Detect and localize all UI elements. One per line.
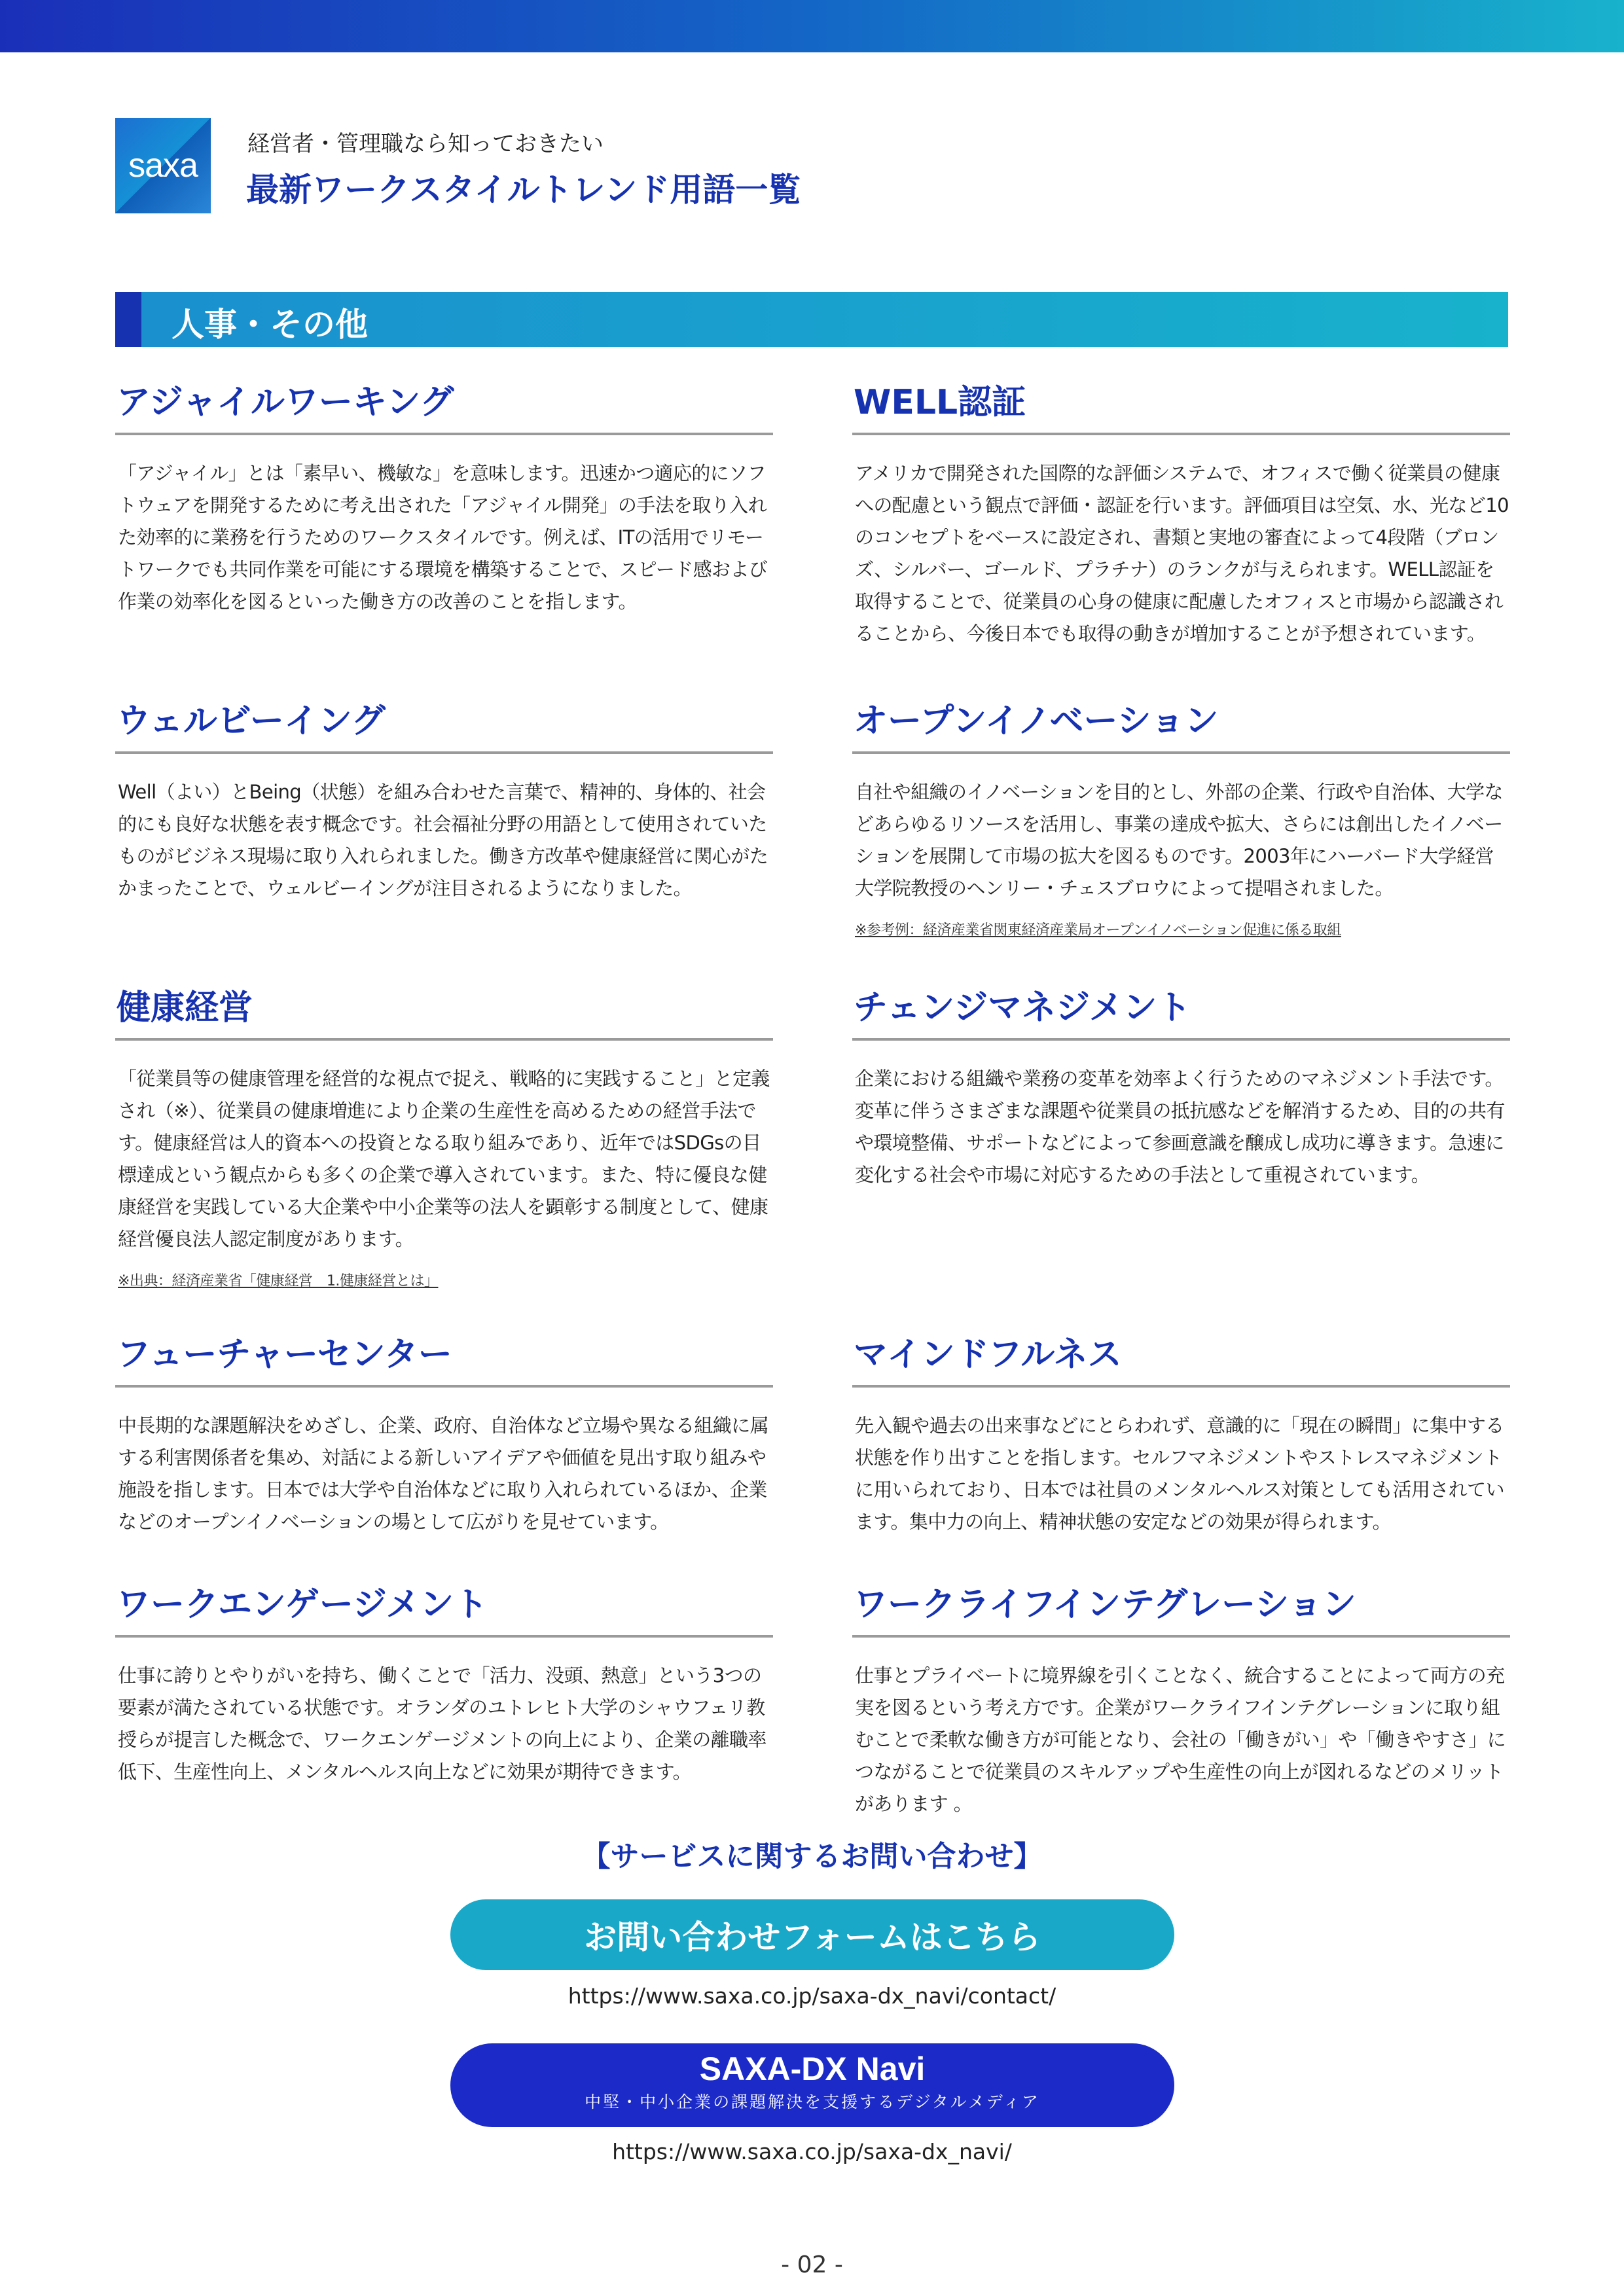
term-body: 仕事に誇りとやりがいを持ち、働くことで「活力、没頭、熱意」という3つの要素が満たされている状態です。オランダのユトレヒト大学のシャウフェリ教授らが提言した概念で、ワークエンゲージメントの向上により、企業の離職率低下、生産性向上、メンタルヘルス向上などに効果が期待できます。 [118, 1664, 767, 1783]
contact-heading: 【サービスに関するお問い合わせ】 [581, 1840, 1043, 1873]
top-gradient-bar [0, 0, 1624, 52]
term-divider [852, 751, 1510, 754]
reference-link[interactable]: ※参考例：経済産業省関東経済産業局オープンイノベーション促進に係る取組 [855, 922, 1341, 939]
navi-url-link[interactable]: https://www.saxa.co.jp/saxa-dx_navi/ [612, 2139, 1012, 2164]
source-link[interactable]: ※出典：経済産業省「健康経営 1.健康経営とは」 [118, 1273, 439, 1289]
term-divider [115, 751, 773, 754]
section-header [115, 292, 1508, 347]
term-body: アメリカで開発された国際的な評価システムで、オフィスで働く従業員の健康への配慮という観点で評価・認証を行います。評価項目は空気、水、光など10のコンセプトをベースに設定され、書類と実地の審査によって4段階（ブロンズ、シルバー、ゴールド、プラチナ）のランクが与えられます。WELL認証を取得することで、従業員の心身の健康に配慮したオフィスと市場から認識されることから、今後日本でも取得の動きが増加することが予想されています。 [855, 462, 1509, 645]
contact-form-button[interactable] [450, 1899, 1174, 1970]
term-title: マインドフルネス [854, 1335, 1122, 1374]
term-mindfulness [852, 1329, 1510, 1538]
saxa-dx-navi-button[interactable] [450, 2043, 1174, 2127]
term-divider [115, 1385, 773, 1388]
term-open-innovation [852, 695, 1510, 939]
saxa-logo [115, 118, 211, 213]
term-body: 中長期的な課題解決をめざし、企業、政府、自治体など立場や異なる組織に属する利害関係者を集め、対話による新しいアイデアや価値を見出す取り組みや施設を指します。日本では大学や自治体などに取り入れられているほか、企業などのオープンイノベーションの場として広がりを見せています。 [118, 1414, 769, 1533]
term-divider [115, 433, 773, 435]
term-work-life-integration [852, 1579, 1510, 1820]
term-title: フューチャーセンター [117, 1335, 452, 1374]
term-well-certification [852, 376, 1510, 650]
term-body: 仕事とプライベートに境界線を引くことなく、統合することによって両方の充実を図るという考え方です。企業がワークライフインテグレーションに取り組むことで柔軟な働き方が可能となり、会社の「働きがい」や「働きやすさ」につながることで従業員のスキルアップや生産性の向上が図れるなどのメリットがあります 。 [855, 1664, 1506, 1815]
page-title: 最新ワークスタイルトレンド用語一覧 [246, 171, 801, 209]
logo-text: saxa [128, 147, 198, 185]
term-body: 「アジャイル」とは「素早い、機敏な」を意味します。迅速かつ適応的にソフトウェアを開発するために考え出された「アジャイル開発」の手法を取り入れた効率的に業務を行うためのワークスタイルです。例えば、ITの活用でリモートワークでも共同作業を可能にする環境を構築することで、スピード感および作業の効率化を図るといった働き方の改善のことを指します。 [118, 462, 768, 613]
term-title: WELL認証 [854, 383, 1026, 422]
term-title: チェンジマネジメント [854, 988, 1191, 1028]
term-title: 健康経営 [117, 988, 253, 1028]
term-health-management [115, 982, 773, 1290]
term-well-being [115, 695, 773, 905]
term-body: 「従業員等の健康管理を経営的な視点で捉え、戦略的に実践すること」と定義され（※）、従業員の健康増進により企業の生産性を高めるための経営手法です。健康経営は人的資本への投資となる取り組みであり、近年ではSDGsの目標達成という観点からも多くの企業で導入されています。また、特に優良な健康経営を実践している大企業や中小企業等の法人を顕彰する制度として、健康経営優良法人認定制度があります。 [118, 1067, 770, 1250]
term-divider [852, 1038, 1510, 1041]
term-title: ワークエンゲージメント [117, 1585, 488, 1624]
term-divider [115, 1635, 773, 1638]
term-body: Well（よい）とBeing（状態）を組み合わせた言葉で、精神的、身体的、社会的にも良好な状態を表す概念です。社会福祉分野の用語として使用されていたものがビジネス現場に取り入れられました。働き方改革や健康経営に関心がたかまったことで、ウェルビーイングが注目されるようになりました。 [118, 781, 768, 899]
contact-form-label: お問い合わせフォームはこちら [584, 1918, 1041, 1956]
navi-subtitle: 中堅・中小企業の課題解決を支援するデジタルメディア [585, 2092, 1040, 2111]
term-future-center [115, 1329, 773, 1538]
term-divider [852, 1385, 1510, 1388]
term-title: オープンイノベーション [854, 702, 1219, 741]
term-divider [852, 1635, 1510, 1638]
term-title: ウェルビーイング [117, 702, 386, 741]
term-agile-working [115, 376, 773, 618]
term-title: アジャイルワーキング [117, 383, 454, 422]
page-number: - 02 - [781, 2251, 843, 2278]
section-title: 人事・その他 [171, 306, 368, 344]
header-subtitle: 経営者・管理職なら知っておきたい [247, 131, 604, 157]
section-accent [115, 292, 141, 347]
term-work-engagement [115, 1579, 773, 1788]
contact-url-link[interactable]: https://www.saxa.co.jp/saxa-dx_navi/contact/ [568, 1983, 1056, 2009]
term-body: 先入観や過去の出来事などにとらわれず、意識的に「現在の瞬間」に集中する状態を作り出すことを指します。セルフマネジメントやストレスマネジメントに用いられており、日本では社員のメンタルヘルス対策としても活用されています。集中力の向上、精神状態の安定などの効果が得られます。 [855, 1414, 1504, 1533]
term-body: 自社や組織のイノベーションを目的とし、外部の企業、行政や自治体、大学などあらゆるリソースを活用し、事業の達成や拡大、さらには創出したイノベーションを展開して市場の拡大を図るものです。2003年にハーバード大学経営大学院教授のヘンリー・チェスブロウによって提唱されました。 [855, 781, 1503, 899]
term-body: 企業における組織や業務の変革を効率よく行うためのマネジメント手法です。変革に伴うさまざまな課題や従業員の抵抗感などを解消するため、目的の共有や環境整備、サポートなどによって参画意識を醸成し成功に導きます。急速に変化する社会や市場に対応するための手法として重視されています。 [855, 1067, 1505, 1186]
term-title: ワークライフインテグレーション [854, 1585, 1357, 1624]
term-change-management [852, 982, 1510, 1191]
term-divider [852, 433, 1510, 435]
term-divider [115, 1038, 773, 1041]
navi-title: SAXA-DX Navi [699, 2051, 926, 2087]
